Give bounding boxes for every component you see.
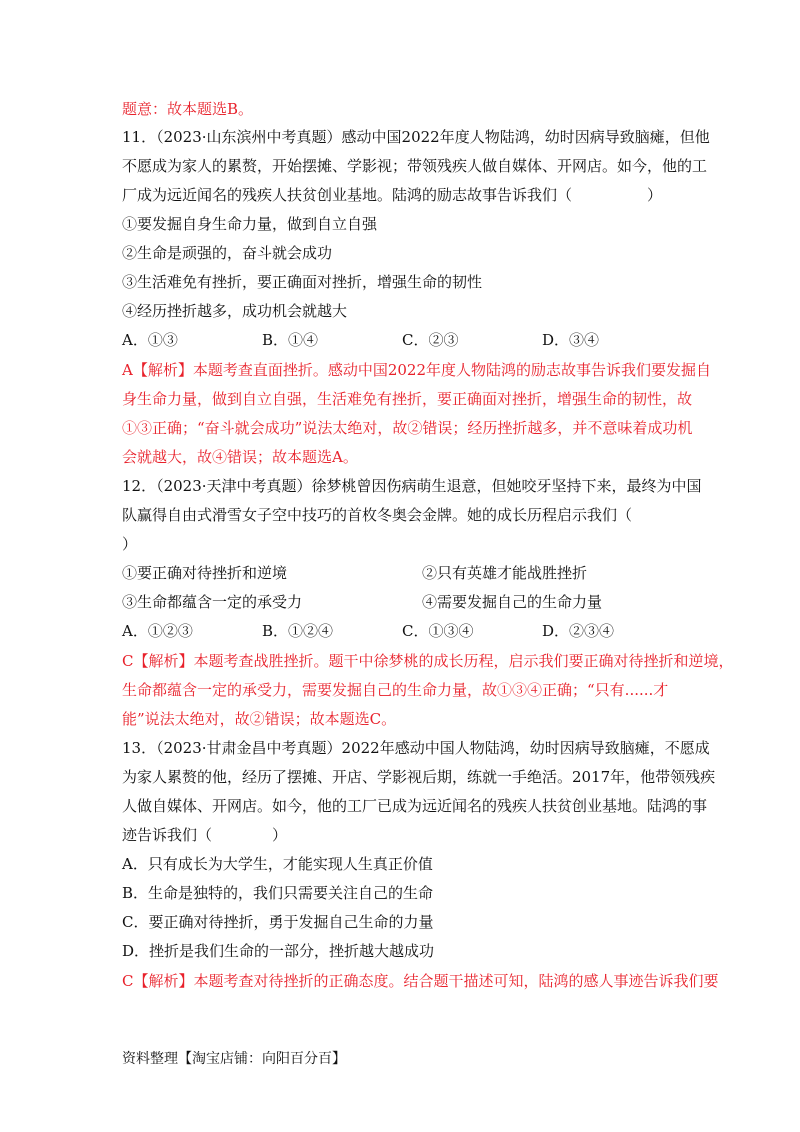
question-line: 13．（2023·甘肃金昌中考真题）2022年感动中国人物陆鸿，幼时因病导致脑瘫，不愿成 [122, 739, 710, 757]
statement: ③生活难免有挫折，要正确面对挫折，增强生命的韧性 [122, 273, 483, 291]
analysis-line: ①③正确；“奋斗就会成功”说法太绝对，故②错误；经历挫折越多，并不意味着成功机 [122, 419, 693, 437]
question-line: 12．（2023·天津中考真题）徐梦桃曾因伤病萌生退意，但她咬牙坚持下来，最终为中国 [122, 477, 702, 495]
prev-answer-tail: 题意：故本题选B。 [122, 100, 254, 118]
question-line: 人做自媒体、开网店。如今，他的工厂已成为远近闻名的残疾人扶贫创业基地。陆鸿的事 [122, 797, 708, 815]
analysis-line: 能”说法太绝对，故②错误；故本题选C。 [122, 710, 397, 728]
analysis-line: 身生命力量，做到自立自强，生活难免有挫折，要正确面对挫折，增强生命的韧性，故 [122, 390, 693, 408]
analysis-line: 会就越大，故④错误；故本题选A。 [122, 448, 358, 466]
statement: ②只有英雄才能战胜挫折 [422, 564, 588, 582]
question-line: 迹告诉我们（ ） [122, 826, 288, 844]
question-line: 为家人累赘的他，经历了摆摊、开店、学影视后期，练就一手绝活。2017年，他带领残疾 [122, 768, 716, 786]
question-line: 厂成为远近闻名的残疾人扶贫创业基地。陆鸿的励志故事告诉我们（ ） [122, 186, 663, 204]
option-a: A．①③ [122, 331, 178, 349]
option-b: B．①④ [262, 331, 319, 349]
statement: ④需要发掘自己的生命力量 [422, 593, 603, 611]
statement: ③生命都蕴含一定的承受力 [122, 593, 303, 611]
option-c: C．②③ [402, 331, 459, 349]
choice-a: A．只有成长为大学生，才能实现人生真正价值 [122, 855, 433, 873]
question-line: 11．（2023·山东滨州中考真题）感动中国2022年度人物陆鸿，幼时因病导致脑瘫，但他 [122, 128, 710, 146]
option-c: C．①③④ [402, 622, 474, 640]
statement: ②生命是顽强的，奋斗就会成功 [122, 244, 333, 262]
question-line: ） [122, 535, 138, 553]
option-b: B．①②④ [262, 622, 334, 640]
analysis-line: A【解析】本题考查直面挫折。感动中国2022年度人物陆鸿的励志故事告诉我们要发掘自 [122, 361, 712, 379]
question-line: 不愿成为家人的累赘，开始摆摊、学影视；带领残疾人做自媒体、开网店。如今，他的工 [122, 157, 708, 175]
choice-c: C．要正确对待挫折，勇于发掘自己生命的力量 [122, 913, 434, 931]
analysis-line: C【解析】本题考查对待挫折的正确态度。结合题干描述可知，陆鸿的感人事迹告诉我们要 [122, 972, 719, 990]
analysis-line: C【解析】本题考查战胜挫折。题干中徐梦桃的成长历程，启示我们要正确对待挫折和逆境， [122, 652, 734, 670]
option-d: D．③④ [542, 331, 600, 349]
choice-b: B．生命是独特的，我们只需要关注自己的生命 [122, 884, 434, 902]
statement: ①要发掘自身生命力量，做到自立自强 [122, 215, 378, 233]
choice-d: D．挫折是我们生命的一部分，挫折越大越成功 [122, 942, 435, 960]
question-line: 队赢得自由式滑雪女子空中技巧的首枚冬奥会金牌。她的成长历程启示我们（ [122, 506, 633, 524]
option-a: A．①②③ [122, 622, 193, 640]
statement: ①要正确对待挫折和逆境 [122, 564, 288, 582]
page-footer: 资料整理【淘宝店铺：向阳百分百】 [122, 1051, 346, 1067]
option-d: D．②③④ [542, 622, 615, 640]
statement: ④经历挫折越多，成功机会就越大 [122, 302, 348, 320]
analysis-line: 生命都蕴含一定的承受力，需要发掘自己的生命力量，故①③④正确；“只有......才 [122, 681, 669, 699]
